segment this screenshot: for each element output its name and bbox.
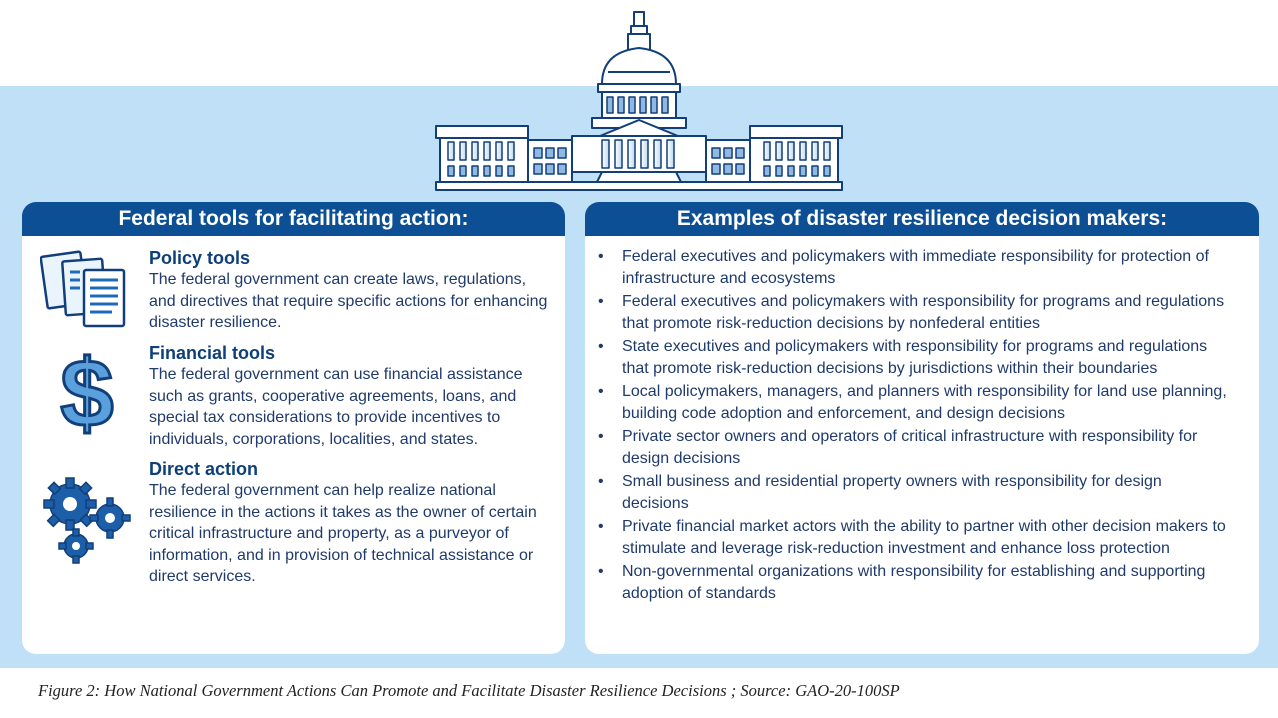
direct-action-block [149,459,554,588]
decision-makers-title: Examples of disaster resilience decision makers: [585,202,1259,236]
documents-icon [40,248,132,330]
list-item: • Private financial market actors with the ability to partner with other decision makers to stimulate and leverage risk-reduction investment and enhance loss protection [598,518,1226,557]
direct-action-heading: Direct action [149,459,259,479]
policy-tools-block [149,248,554,334]
financial-tools-text: The federal government can use financial assistance such as grants, cooperative agreements, loans, and special tax considerations to provide incentives to individuals, corporations, localities, and states. [149,366,523,448]
svg-text:$: $ [60,344,114,436]
capitol-building-icon [432,8,846,194]
financial-tools-heading: Financial tools [149,343,276,363]
direct-action-text: The federal government can help realize national resilience in the actions it takes as the owner of certain critical infrastructure and property, as a purveyor of information, and in provision of technical assistance or direct services. [149,482,537,585]
list-item: • Federal executives and policymakers with responsibility for programs and regulations that promote risk-reduction decisions by nonfederal entities [598,293,1225,332]
decision-makers-panel [585,202,1259,654]
decision-makers-list [585,246,1245,606]
list-item: • State executives and policymakers with responsibility for programs and regulations that promote risk-reduction decisions by jurisdictions within their boundaries [598,338,1208,377]
policy-tools-text: The federal government can create laws, regulations, and directives that require specific actions for enhancing disaster resilience. [149,271,548,331]
list-item: • Private sector owners and operators of critical infrastructure with responsibility for design decisions [598,428,1198,467]
figure-caption: Figure 2: How National Government Actions Can Promote and Facilitate Disaster Resilience Decisions ; Source: GAO-20-100SP [38,681,900,700]
list-item: • Non-governmental organizations with responsibility for establishing and supporting adoption of standards [598,563,1206,602]
policy-tools-heading: Policy tools [149,248,251,268]
list-item: • Local policymakers, managers, and planners with responsibility for land use planning, building code adoption and enforcement, and design decisions [598,383,1227,422]
list-item: • Small business and residential property owners with responsibility for design decisions [598,473,1162,512]
federal-tools-title: Federal tools for facilitating action: [22,202,565,236]
dollar-icon [52,344,122,436]
federal-tools-panel [22,202,565,654]
list-item: • Federal executives and policymakers with immediate responsibility for protection of infrastructure and ecosystems [598,248,1209,287]
gears-icon [36,474,136,566]
financial-tools-block [149,343,554,450]
